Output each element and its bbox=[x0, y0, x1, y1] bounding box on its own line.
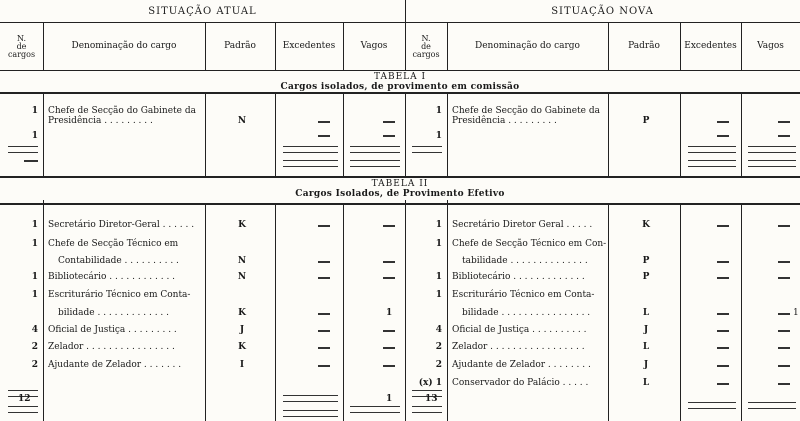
t1-atual-exc-total-rule2 bbox=[283, 160, 338, 167]
t2-atual-cargo: Ajudante de Zelador . . . . . . . bbox=[48, 360, 182, 370]
t2-nova-cargo: Bibliotecário . . . . . . . . . . . . . bbox=[452, 272, 585, 282]
t2-atual-cargo: Escriturário Técnico em Conta- bbox=[48, 290, 191, 300]
t2-nova-n: 1 bbox=[435, 272, 442, 282]
t1-nova-vag-dash bbox=[778, 121, 790, 123]
t2-atual-vag-dash bbox=[383, 365, 395, 367]
col-rule bbox=[205, 94, 206, 176]
t2-nova-total-n: 13 bbox=[425, 394, 438, 404]
t2-atual-n: 1 bbox=[31, 239, 38, 249]
t2-nova-cargo: Zelador . . . . . . . . . . . . . . . . . bbox=[452, 342, 585, 352]
t2-nova-vag-dash bbox=[778, 365, 790, 367]
t1-atual-n: 1 bbox=[31, 106, 38, 116]
t1-nova-exc-dash2 bbox=[717, 135, 729, 137]
col-header-denominacao: Denominação do cargo bbox=[71, 41, 177, 51]
col-header-padrao: Padrão bbox=[224, 41, 256, 51]
col-header-excedentes: Excedentes bbox=[684, 41, 737, 51]
t2-nova-cargo: Oficial de Justiça . . . . . . . . . . bbox=[452, 325, 587, 335]
t2-nova-n: 2 bbox=[435, 360, 442, 370]
t1-nova-vag-total-rule2 bbox=[748, 160, 796, 167]
t2-nova-vag-dash bbox=[778, 347, 790, 349]
t2-atual-padrao: N bbox=[237, 272, 247, 282]
table1-subtitle: Cargos isolados, de provimento em comissão bbox=[280, 81, 520, 92]
t2-atual-padrao: I bbox=[239, 360, 245, 370]
col-rule bbox=[343, 94, 344, 176]
col-header-padrao: Padrão bbox=[628, 41, 660, 51]
t2-atual-vag-dash bbox=[383, 261, 395, 263]
col-rule bbox=[741, 205, 742, 421]
t2-atual-total-n: 12 bbox=[18, 394, 31, 404]
t2-nova-n: 1 bbox=[435, 239, 442, 249]
t2-atual-vag-total bbox=[350, 406, 400, 413]
t2-nova-padrao: K bbox=[642, 220, 650, 230]
t2-atual-padrao: N bbox=[237, 256, 247, 266]
t2-nova-padrao: P bbox=[642, 272, 650, 282]
t2-nova-n: 1 bbox=[435, 220, 442, 230]
t2-atual-vag-dash bbox=[383, 330, 395, 332]
margin-mark: 1 bbox=[793, 308, 799, 318]
section-title-nova: SITUAÇÃO NOVA bbox=[551, 5, 654, 17]
t2-atual-padrao: K bbox=[238, 308, 246, 318]
col-rule bbox=[608, 94, 609, 176]
t2-nova-n: 1 bbox=[435, 290, 442, 300]
t1-nova-line1: Chefe de Secção do Gabinete da bbox=[452, 106, 600, 116]
col-header-vagos: Vagos bbox=[360, 41, 388, 51]
t1-atual-vag-dash2 bbox=[383, 135, 395, 137]
t2-atual-vag-dash bbox=[383, 347, 395, 349]
t2-nova-vag-dash bbox=[778, 383, 790, 385]
t1-atual-line2: Presidência . . . . . . . . . bbox=[48, 116, 153, 126]
t2-nova-padrao: P bbox=[642, 256, 650, 266]
col-header-n-cargos: N. de cargos bbox=[7, 34, 36, 59]
t2-nova-n: (x) 1 bbox=[418, 378, 442, 388]
t2-atual-n: 2 bbox=[31, 360, 38, 370]
t2-nova-padrao: J bbox=[643, 360, 649, 370]
t2-nova-exc-dash bbox=[717, 261, 729, 263]
t2-atual-exc-dash bbox=[318, 347, 330, 349]
t2-atual-vag-dash bbox=[383, 277, 395, 279]
col-header-denominacao: Denominação do cargo bbox=[475, 41, 580, 51]
t1-atual-exc-dash2 bbox=[318, 135, 330, 137]
col-header-vagos: Vagos bbox=[757, 41, 784, 51]
t2-nova-total-rule bbox=[412, 406, 442, 413]
t2-nova-vag-dash bbox=[778, 261, 790, 263]
col-rule bbox=[275, 94, 276, 176]
t2-atual-exc-dash bbox=[318, 330, 330, 332]
t2-atual-total-rule bbox=[8, 406, 38, 413]
section-divider bbox=[405, 0, 406, 22]
col-rule bbox=[205, 205, 206, 421]
t1-nova-exc-dash bbox=[717, 121, 729, 123]
table1-title: TABELA I bbox=[373, 71, 427, 82]
t2-atual-exc-dash bbox=[318, 365, 330, 367]
col-rule bbox=[275, 205, 276, 421]
t2-nova-n: 2 bbox=[435, 342, 442, 352]
col-header-n-cargos: N. de cargos bbox=[412, 34, 440, 59]
t2-atual-cargo: Secretário Diretor-Geral . . . . . . bbox=[48, 220, 195, 230]
table2-subtitle: Cargos Isolados, de Provimento Efetivo bbox=[295, 189, 505, 199]
t2-nova-exc-dash bbox=[717, 330, 729, 332]
t1-atual-exc-total-rule bbox=[283, 146, 338, 153]
t2-nova-vag-dash bbox=[778, 330, 790, 332]
t1-atual-total-rule bbox=[8, 146, 38, 153]
t2-nova-exc-dash bbox=[717, 383, 729, 385]
t1-atual-sum-dash bbox=[24, 160, 38, 162]
t1-atual-line1: Chefe de Secção do Gabinete da bbox=[48, 106, 196, 116]
section-title-atual: SITUAÇÃO ATUAL bbox=[148, 5, 257, 17]
t1-nova-total-rule bbox=[412, 146, 442, 153]
t2-atual-cargo: Zelador . . . . . . . . . . . . . . . . bbox=[48, 342, 175, 352]
t2-nova-padrao: J bbox=[643, 325, 649, 335]
table2-title: TABELA II bbox=[371, 179, 429, 189]
t2-atual-padrao: K bbox=[238, 342, 246, 352]
t2-nova-cargo: bilidade . . . . . . . . . . . . . . . . bbox=[462, 308, 591, 318]
t2-atual-n: 1 bbox=[31, 220, 38, 230]
t2-nova-n: 4 bbox=[435, 325, 442, 335]
t2-nova-padrao: L bbox=[642, 342, 650, 352]
t2-atual-n: 1 bbox=[31, 290, 38, 300]
t2-nova-vag-dash bbox=[778, 225, 790, 227]
t1-atual-padrao: N bbox=[237, 116, 247, 126]
col-rule bbox=[343, 205, 344, 421]
t1-nova-vag-dash2 bbox=[778, 135, 790, 137]
t2-atual-cargo: Oficial de Justiça . . . . . . . . . bbox=[48, 325, 177, 335]
t1-nova-line2: Presidência . . . . . . . . . bbox=[452, 116, 557, 126]
col-rule bbox=[680, 94, 681, 176]
t2-nova-vag-total bbox=[748, 402, 796, 409]
table2-heading bbox=[0, 178, 800, 200]
t2-atual-padrao: J bbox=[239, 325, 245, 335]
t2-nova-exc-dash bbox=[717, 313, 729, 315]
col-header-excedentes: Excedentes bbox=[282, 41, 336, 51]
t2-atual-vagos: 1 bbox=[386, 308, 393, 318]
t2-atual-n: 2 bbox=[31, 342, 38, 352]
t2-nova-vag-dash bbox=[778, 277, 790, 279]
t2-atual-exc-total2 bbox=[283, 410, 338, 417]
t1-nova-n2: 1 bbox=[435, 131, 442, 141]
t2-nova-padrao: L bbox=[642, 378, 650, 388]
t2-atual-exc-dash bbox=[318, 225, 330, 227]
t2-atual-cargo: Contabilidade . . . . . . . . . . bbox=[58, 256, 179, 266]
t2-atual-n: 1 bbox=[31, 272, 38, 282]
col-rule bbox=[608, 205, 609, 421]
t1-atual-vag-total-rule bbox=[350, 146, 400, 153]
t2-nova-padrao: L bbox=[642, 308, 650, 318]
t2-nova-exc-dash bbox=[717, 225, 729, 227]
t1-atual-vag-total-rule2 bbox=[350, 160, 400, 167]
t1-nova-exc-total-rule2 bbox=[688, 160, 736, 167]
col-rule bbox=[741, 94, 742, 176]
t2-atual-exc-dash bbox=[318, 261, 330, 263]
t2-atual-cargo: bilidade . . . . . . . . . . . . . bbox=[58, 308, 169, 318]
t2-atual-cargo: Chefe de Secção Técnico em bbox=[48, 239, 179, 249]
t1-atual-n2: 1 bbox=[31, 131, 38, 141]
t1-atual-exc-dash bbox=[318, 121, 330, 123]
t2-atual-exc-total bbox=[283, 395, 338, 402]
t2-atual-vag-dash bbox=[383, 225, 395, 227]
t2-atual-padrao: K bbox=[238, 220, 246, 230]
col-rule bbox=[680, 205, 681, 421]
t1-nova-n: 1 bbox=[435, 106, 442, 116]
t2-atual-n: 4 bbox=[31, 325, 38, 335]
t2-nova-cargo: Escriturário Técnico em Conta- bbox=[452, 290, 595, 300]
t2-atual-total-vagos: 1 bbox=[386, 394, 393, 404]
table2-title-rule bbox=[0, 203, 800, 205]
t2-nova-exc-dash bbox=[717, 365, 729, 367]
t1-atual-vag-dash bbox=[383, 121, 395, 123]
t1-nova-vag-total-rule bbox=[748, 146, 796, 153]
t1-nova-padrao: P bbox=[642, 116, 650, 126]
t2-nova-cargo: tabilidade . . . . . . . . . . . . . . bbox=[462, 256, 588, 266]
t1-nova-exc-total-rule bbox=[688, 146, 736, 153]
t2-nova-exc-total bbox=[688, 402, 736, 409]
t2-nova-vag-dash bbox=[778, 313, 790, 315]
t2-atual-exc-dash bbox=[318, 277, 330, 279]
t2-nova-exc-dash bbox=[717, 277, 729, 279]
t2-nova-cargo: Ajudante de Zelador . . . . . . . . bbox=[452, 360, 591, 370]
t2-nova-cargo: Secretário Diretor Geral . . . . . bbox=[452, 220, 593, 230]
t2-atual-cargo: Bibliotecário . . . . . . . . . . . . bbox=[48, 272, 176, 282]
t2-nova-cargo: Conservador do Palácio . . . . . bbox=[452, 378, 589, 388]
t2-nova-cargo: Chefe de Secção Técnico em Con- bbox=[452, 239, 607, 249]
table1-heading bbox=[0, 71, 800, 92]
t2-atual-exc-dash bbox=[318, 313, 330, 315]
t2-nova-exc-dash bbox=[717, 347, 729, 349]
